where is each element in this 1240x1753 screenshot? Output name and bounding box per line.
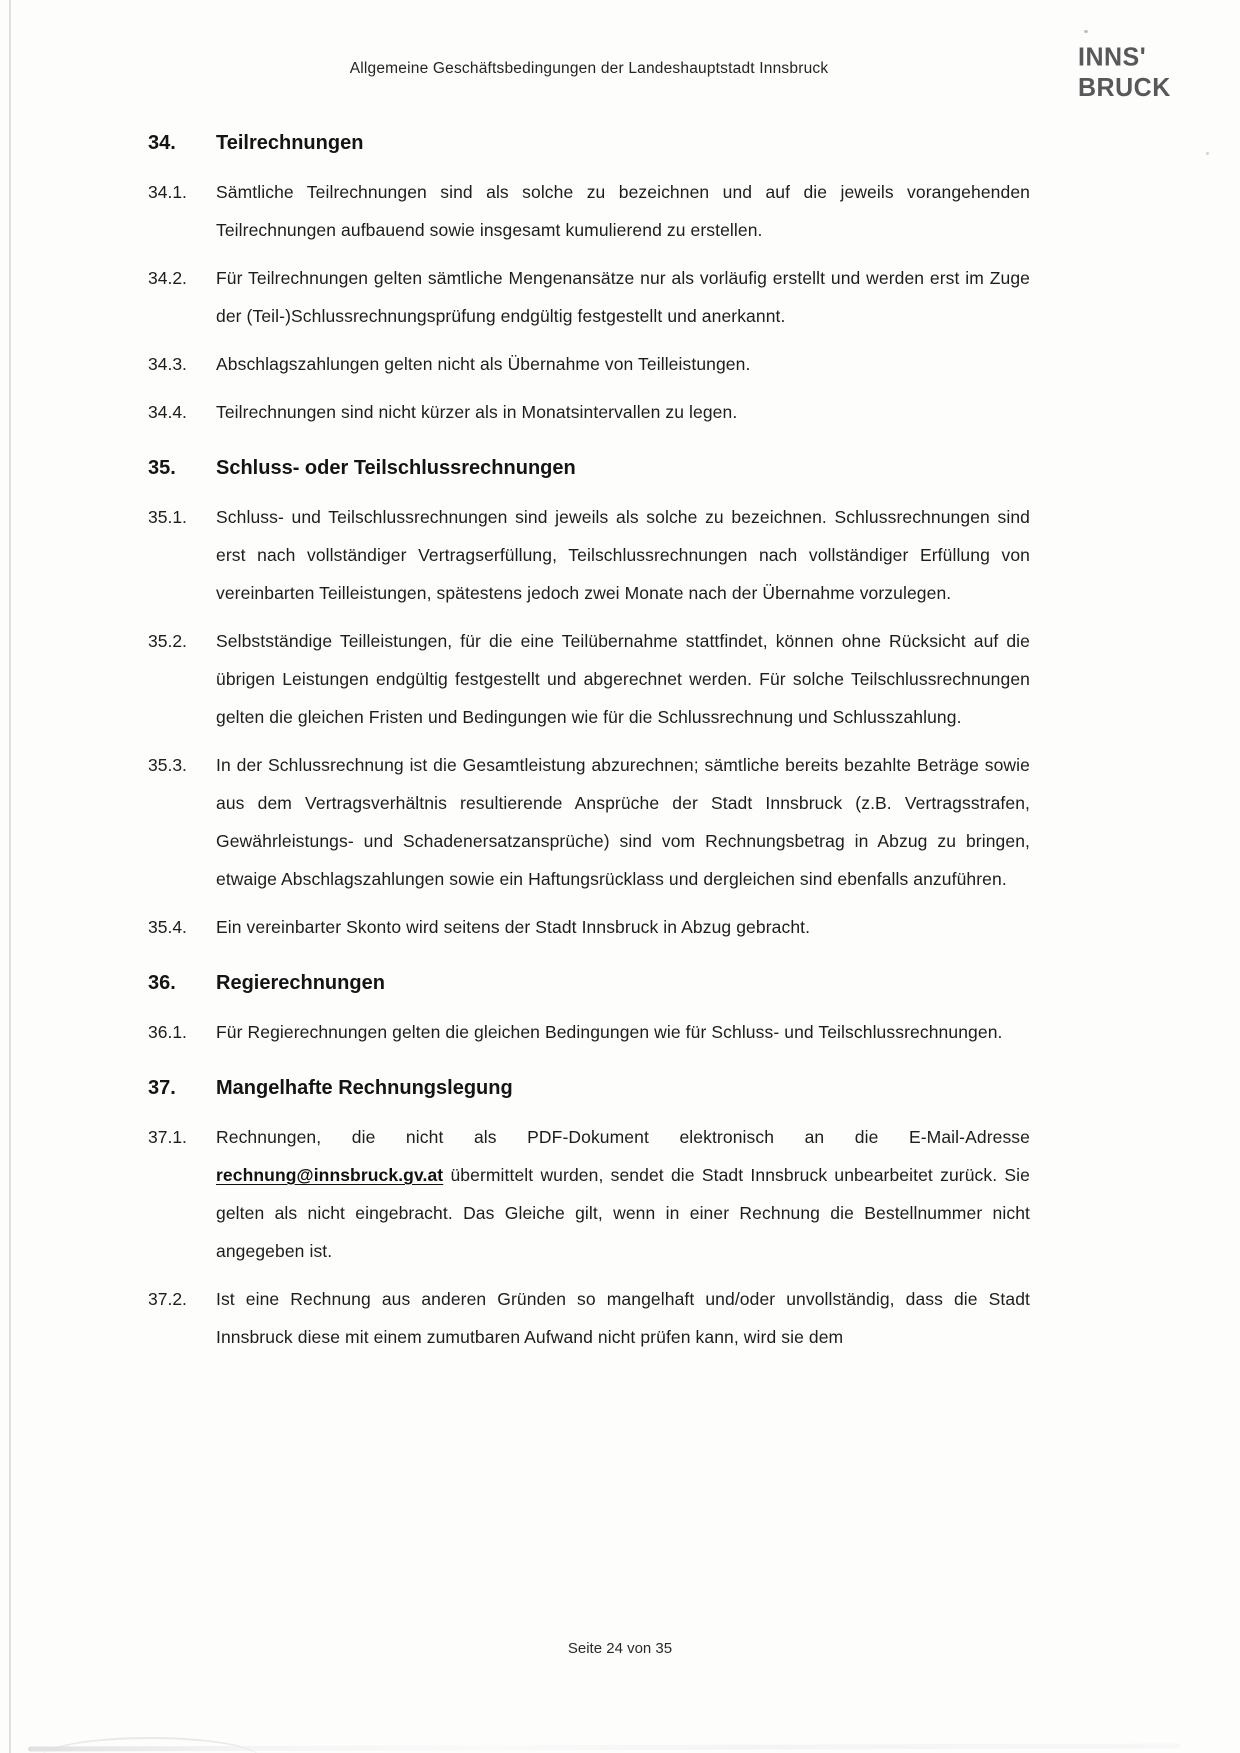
section-title: Mangelhafte Rechnungslegung xyxy=(216,1077,513,1099)
clause-number: 35.4. xyxy=(148,917,187,937)
clause-text: Ist eine Rechnung aus anderen Gründen so mangelhaft und/oder unvollständig, dass die Stadt Innsbruck diese mit einem zumutbaren Aufwand nicht prüfen kann, wird sie dem xyxy=(216,1289,1030,1347)
section-title: Regierechnungen xyxy=(216,972,385,994)
clause-text: Teilrechnungen sind nicht kürzer als in Monatsintervallen zu legen. xyxy=(216,402,738,422)
section-heading-37 xyxy=(148,1075,1030,1102)
section-number: 35. xyxy=(148,457,176,479)
clause-text: Ein vereinbarter Skonto wird seitens der Stadt Innsbruck in Abzug gebracht. xyxy=(216,917,811,937)
clause-text: Für Teilrechnungen gelten sämtliche Mengenansätze nur als vorläufig erstellt und werden erst im Zuge der (Teil-)Schlussrechnungsprüfung endgültig festgestellt und anerkannt. xyxy=(216,268,1030,326)
section-title: Teilrechnungen xyxy=(216,132,364,154)
scan-speck-artifact xyxy=(1084,30,1088,33)
clause-text-after-email: übermittelt wurden, sendet die Stadt Innsbruck unbearbeitet zurück. Sie gelten als nicht eingebracht. Das Gleiche gilt, wenn in einer Rechnung die Bestellnummer nicht angegeben ist. xyxy=(216,1165,1030,1261)
page-number-footer: Seite 24 von 35 xyxy=(567,1640,673,1657)
clause-text: In der Schlussrechnung ist die Gesamtleistung abzurechnen; sämtliche bereits bezahlte Beträge sowie aus dem Vertragsverhältnis resultierende Ansprüche der Stadt Innsbruck (z.B. Vertragsstrafen, Gewährleistungs- und Schadenersatzansprüche) sind vom Rechnungsbetrag in Abzug zu bringen, etwaige Abschlagszahlungen sowie ein Haftungsrücklass und dergleichen sind ebenfalls anzuführen. xyxy=(216,755,1030,889)
clause-text: Schluss- und Teilschlussrechnungen sind jeweils als solche zu bezeichnen. Schlussrechnungen sind erst nach vollständiger Vertragserfüllung, Teilschlussrechnungen nach vollständiger Erfüllung von vereinbarten Teilleistungen, spätestens jedoch zwei Monate nach der Übernahme vorzulegen. xyxy=(216,507,1030,603)
clause-text-before-email: Rechnungen, die nicht als PDF-Dokument elektronisch an die E-Mail-Adresse xyxy=(216,1127,1030,1147)
clause-34-1 xyxy=(148,173,1030,249)
clause-34-4 xyxy=(148,393,1030,431)
section-number: 34. xyxy=(148,132,176,154)
section-number: 36. xyxy=(148,972,176,994)
clause-text xyxy=(216,1118,1030,1270)
clause-36-1 xyxy=(148,1013,1030,1051)
clause-number: 34.4. xyxy=(148,402,187,422)
section-title: Schluss- oder Teilschlussrechnungen xyxy=(216,457,576,479)
clause-34-2 xyxy=(148,259,1030,335)
clause-35-3 xyxy=(148,746,1030,898)
document-body xyxy=(148,130,1030,1366)
innsbruck-logo-line2: BRUCK xyxy=(1078,73,1171,103)
scan-arc-artifact xyxy=(40,1737,260,1753)
clause-text: Selbstständige Teilleistungen, für die eine Teilübernahme stattfindet, können ohne Rücksicht auf die übrigen Leistungen endgültig festgestellt und abgerechnet werden. Für solche Teilschlussrechnungen gelten die gleichen Fristen und Bedingungen wie für die Schlussrechnung und Schlusszahlung. xyxy=(216,631,1030,727)
clause-number: 35.1. xyxy=(148,507,187,527)
section-heading-34 xyxy=(148,130,1030,157)
clause-text: Abschlagszahlungen gelten nicht als Übernahme von Teilleistungen. xyxy=(216,354,751,374)
clause-34-3 xyxy=(148,345,1030,383)
clause-number: 35.2. xyxy=(148,631,187,651)
clause-37-1 xyxy=(148,1118,1030,1270)
clause-35-4 xyxy=(148,908,1030,946)
email-link[interactable]: rechnung@innsbruck.gv.at xyxy=(216,1165,444,1185)
scan-speck-artifact xyxy=(1206,152,1209,155)
section-number: 37. xyxy=(148,1077,176,1099)
section-heading-35 xyxy=(148,455,1030,482)
clause-number: 34.3. xyxy=(148,354,187,374)
clause-number: 34.2. xyxy=(148,268,187,288)
section-heading-36 xyxy=(148,970,1030,997)
innsbruck-logo xyxy=(1078,43,1171,103)
clause-number: 37.1. xyxy=(148,1127,187,1147)
clause-37-2 xyxy=(148,1280,1030,1356)
innsbruck-logo-line1: INNS' xyxy=(1078,42,1147,72)
clause-text: Für Regierechnungen gelten die gleichen Bedingungen wie für Schluss- und Teilschlussrechnungen. xyxy=(216,1022,1003,1042)
clause-number: 34.1. xyxy=(148,182,187,202)
clause-number: 37.2. xyxy=(148,1289,187,1309)
clause-35-2 xyxy=(148,622,1030,736)
document-running-header: Allgemeine Geschäftsbedingungen der Landeshauptstadt Innsbruck xyxy=(349,60,829,77)
clause-number: 35.3. xyxy=(148,755,187,775)
clause-number: 36.1. xyxy=(148,1022,187,1042)
clause-text: Sämtliche Teilrechnungen sind als solche zu bezeichnen und auf die jeweils vorangehenden Teilrechnungen aufbauend sowie insgesamt kumulierend zu erstellen. xyxy=(216,182,1030,240)
clause-35-1 xyxy=(148,498,1030,612)
scan-edge-artifact xyxy=(9,0,11,1753)
